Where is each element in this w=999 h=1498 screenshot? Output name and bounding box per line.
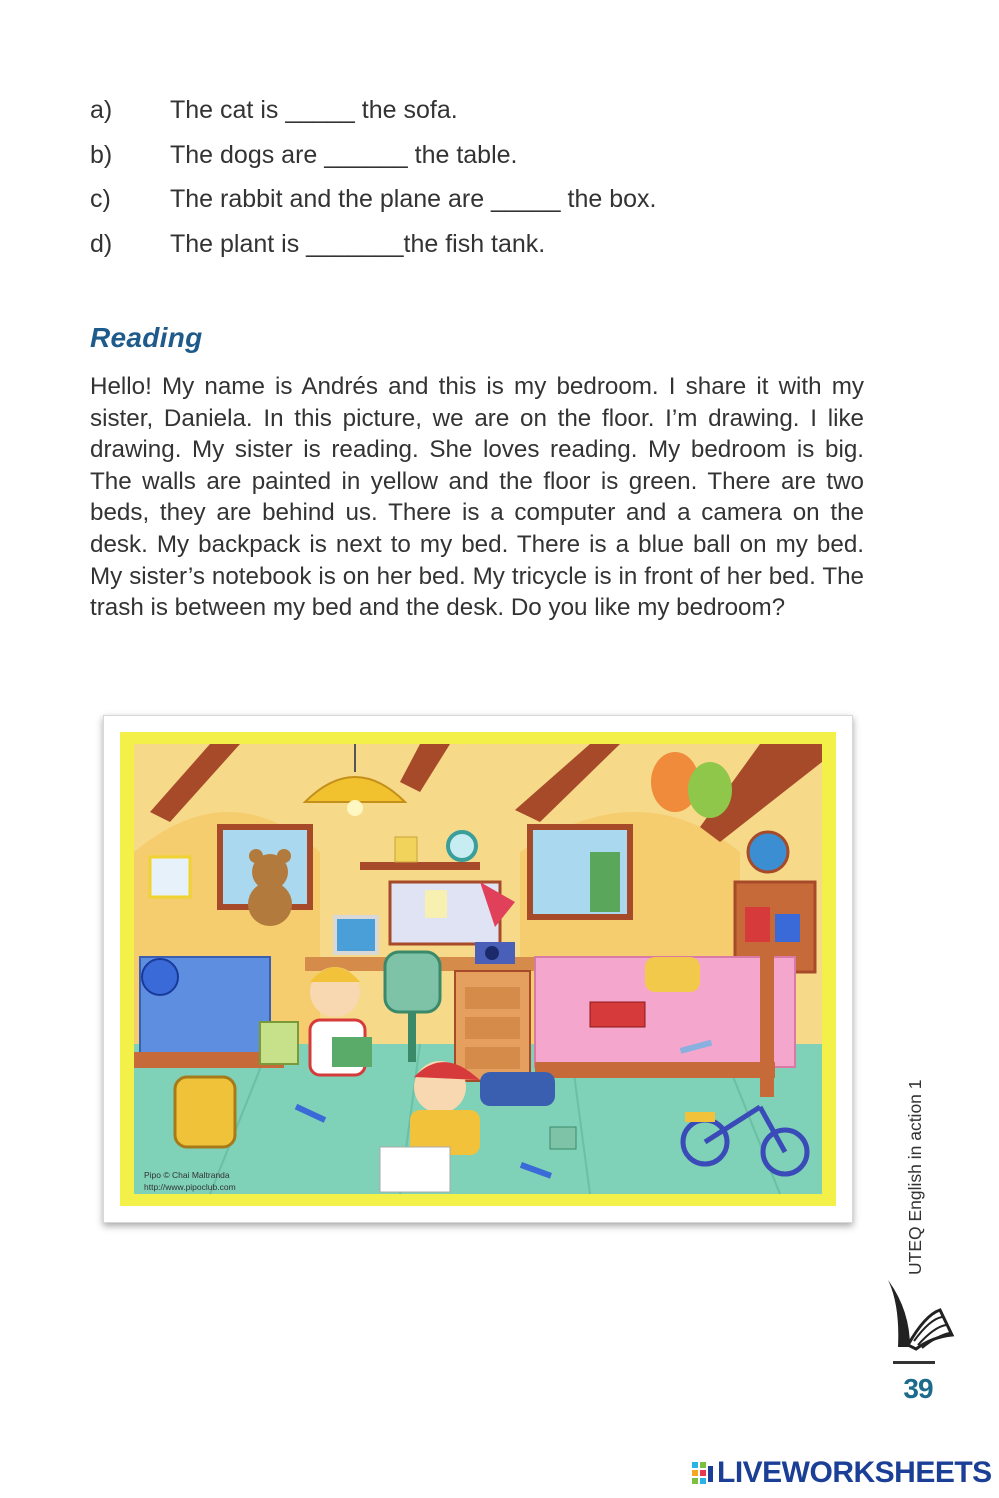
chair (385, 952, 440, 1012)
boy-legs (480, 1072, 555, 1106)
exercise-item (90, 177, 890, 222)
exercise-letter: b) (90, 140, 113, 169)
exercise-letter: d) (90, 229, 113, 258)
girl-book (332, 1037, 372, 1067)
page-number: 39 (903, 1373, 933, 1404)
globe (748, 832, 788, 872)
illustration-credit: Pipo © Chai Maltranda (144, 1170, 230, 1180)
drawing-paper (380, 1147, 450, 1192)
blue-ball (142, 959, 178, 995)
pillow (645, 957, 700, 992)
trash-basket (260, 1022, 298, 1064)
liveworksheets-brand (692, 1456, 992, 1490)
computer (335, 917, 377, 953)
bedroom-illustration (103, 715, 853, 1223)
exercise-sentence: The cat is _____ the sofa. (170, 96, 458, 124)
reading-paragraph: Hello! My name is Andrés and this is my bedroom. I share it with my sister, Daniela. In this picture, we are on the floor. I’m drawing. I like drawing. My sister is reading. She loves reading. My bedroom is big. The walls are painted in yellow and the floor is green. There are two beds, they are behind us. There is a computer and a camera on the desk. My backpack is next to my bed. There is a blue ball on my bed. My sister’s notebook is on her bed. My tricycle is in front of her bed. The trash is between my bed and the desk. Do you like my bedroom? (90, 373, 864, 622)
liveworksheets-logo-icon (692, 1462, 714, 1484)
exercise-sentence: The dogs are ______ the table. (170, 140, 518, 169)
wall-shelf (360, 862, 480, 870)
gift-box (395, 837, 417, 862)
exercise-sentence: The rabbit and the plane are _____ the box. (170, 185, 657, 213)
exercise-sentence: The plant is _______the fish tank. (170, 229, 546, 258)
wall-picture (150, 857, 190, 897)
exercise-item (90, 133, 890, 178)
open-book-icon (880, 1275, 960, 1355)
green-balloon (688, 762, 732, 818)
backpack (175, 1077, 235, 1147)
illustration-credit-url: http://www.pipoclub.com (144, 1182, 236, 1192)
exercise-list (90, 88, 890, 266)
alarm-clock (448, 832, 476, 860)
lamp-bulb (347, 800, 363, 816)
exercise-letter: c) (90, 185, 111, 213)
bedroom-scene (120, 732, 836, 1206)
page-number-rule (893, 1361, 935, 1364)
exercise-item (90, 222, 890, 267)
reading-heading: Reading (90, 322, 203, 353)
book-title-caption: UTEQ English in action 1 (905, 1079, 925, 1275)
liveworksheets-wordmark: LIVEWORKSHEETS (717, 1456, 992, 1489)
exercise-letter: a) (90, 96, 113, 124)
notebook (590, 1002, 645, 1027)
exercise-item (90, 88, 890, 133)
paint-pot (550, 1127, 576, 1149)
